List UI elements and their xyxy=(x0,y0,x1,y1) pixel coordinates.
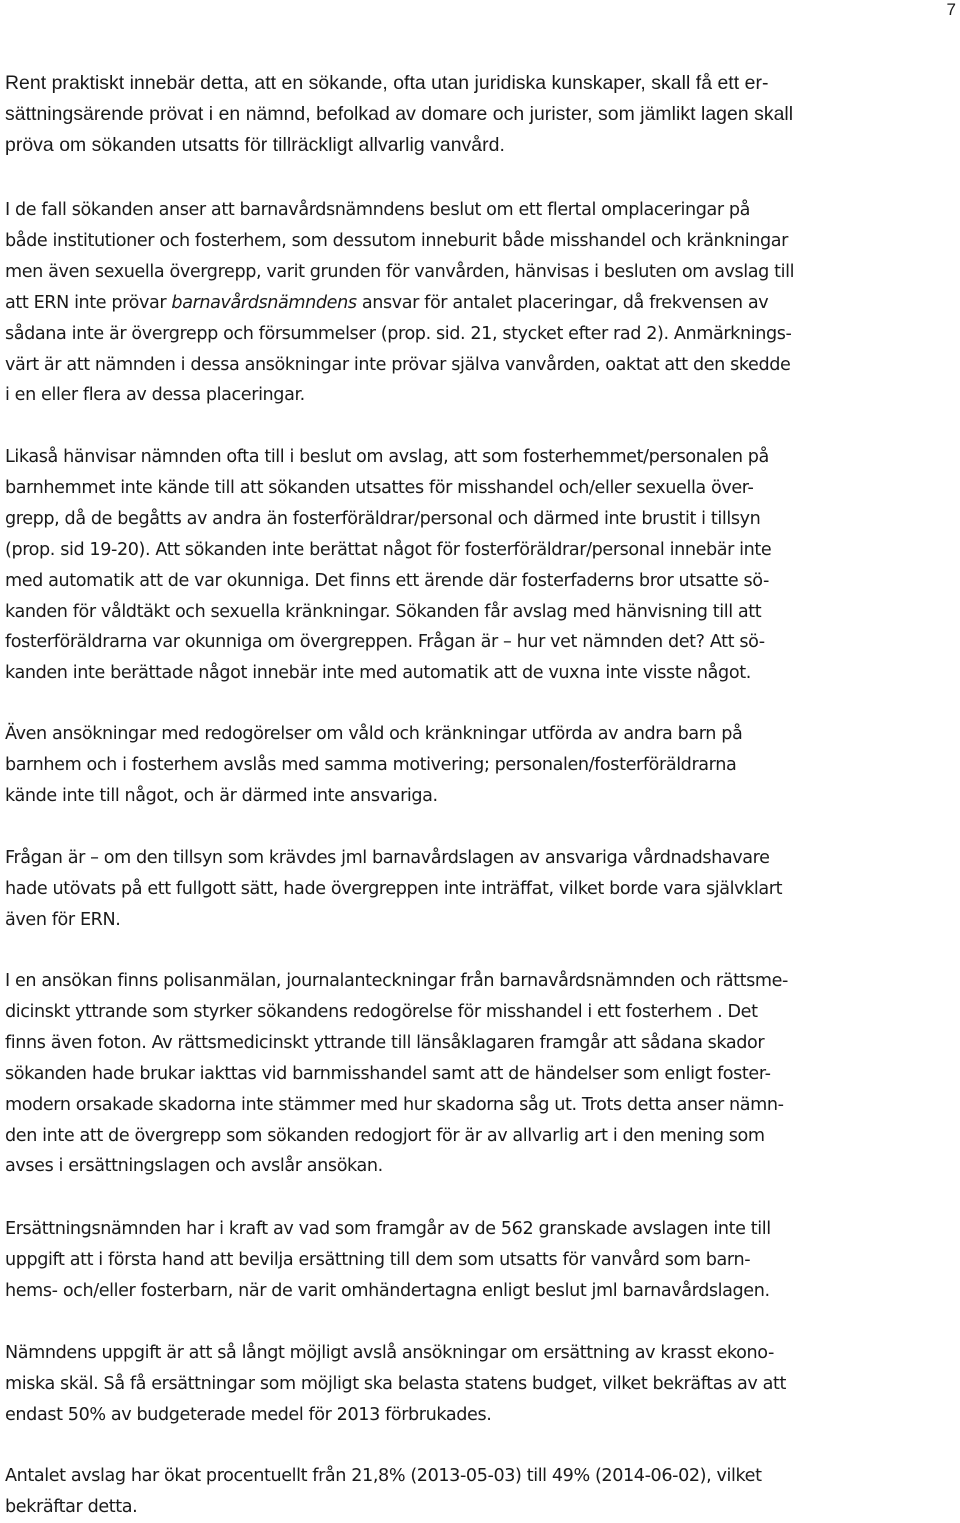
text-line: i en eller flera av dessa placeringar. xyxy=(5,385,305,406)
text-line: Även ansökningar med redogörelser om våld och kränkningar utförda av andra barn på xyxy=(5,724,743,744)
text-line: Nämndens uppgift är att så långt möjligt avslå ansökningar om ersättning av krasst ekono- xyxy=(5,1343,774,1363)
line-start: att ERN inte prövar xyxy=(5,292,172,313)
paragraph-1 xyxy=(5,68,793,160)
text-line: värt är att nämnden i dessa ansökningar inte prövar själva vanvården, oaktat att den skedde xyxy=(5,354,791,375)
text-line: I de fall sökanden anser att barnavårdsnämndens beslut om ett flertal omplaceringar på xyxy=(5,200,751,220)
text-line: med automatik att de var okunniga. Det finns ett ärende där fosterfaderns bror utsatte sö- xyxy=(5,570,769,591)
paragraph-6 xyxy=(5,966,788,1182)
text-line: avses i ersättningslagen och avslår ansökan. xyxy=(5,1156,383,1177)
text-line: kanden inte berättade något innebär inte med automatik att de vuxna inte visste något. xyxy=(5,663,751,684)
text-line: miska skäl. Så få ersättningar som möjligt ska belasta statens budget, vilket bekräftas av att xyxy=(5,1373,787,1394)
text-line: bekräftar detta. xyxy=(5,1496,138,1517)
emphasized-term: barnavårdsnämndens xyxy=(171,292,357,313)
text-line: hems- och/eller fosterbarn, när de varit omhändertagna enligt beslut jml barnavårdslagen. xyxy=(5,1280,770,1301)
text-line: finns även foton. Av rättsmedicinskt yttrande till länsåklagaren framgår att sådana skador xyxy=(5,1032,765,1053)
text-line: kände inte till något, och är därmed inte ansvariga. xyxy=(5,785,438,806)
text-line-with-emphasis xyxy=(5,288,794,319)
text-line: modern orsakade skadorna inte stämmer med hur skadorna såg ut. Trots detta anser nämn- xyxy=(5,1094,784,1115)
line-end: ansvar för antalet placeringar, då frekvensen av xyxy=(356,292,769,313)
text-line: sådana inte är övergrepp och försummelser (prop. sid. 21, stycket efter rad 2). Anmärknings- xyxy=(5,323,792,344)
text-line: fosterföräldrarna var okunniga om övergreppen. Frågan är – hur vet nämnden det? Att sö- xyxy=(5,632,765,653)
paragraph-4 xyxy=(5,719,742,812)
text-line: den inte att de övergrepp som sökanden redogjort för är av allvarlig art i den mening som xyxy=(5,1125,765,1146)
text-line: Frågan är – om den tillsyn som krävdes jml barnavårdslagen av ansvariga vårdnadshavare xyxy=(5,848,770,868)
text-line: endast 50% av budgeterade medel för 2013 förbrukades. xyxy=(5,1404,492,1425)
text-line: pröva om sökanden utsatts för tillräckligt allvarlig vanvård. xyxy=(5,133,505,156)
text-line: uppgift att i första hand att bevilja ersättning till dem som utsatts för vanvård som barn- xyxy=(5,1249,751,1270)
text-line: grepp, då de begåtts av andra än fosterföräldrar/personal och därmed inte brustit i tillsyn xyxy=(5,508,761,529)
text-line: Rent praktiskt innebär detta, att en sökande, ofta utan juridiska kunskaper, skall få ett er- xyxy=(5,72,769,94)
text-line: I en ansökan finns polisanmälan, journalanteckningar från barnavårdsnämnden och rättsme- xyxy=(5,971,788,991)
text-line: Ersättningsnämnden har i kraft av vad som framgår av de 562 granskade avslagen inte till xyxy=(5,1219,771,1239)
paragraph-9 xyxy=(5,1461,762,1523)
paragraph-2 xyxy=(5,195,794,411)
text-line: Likaså hänvisar nämnden ofta till i beslut om avslag, att som fosterhemmet/personalen på xyxy=(5,447,769,467)
paragraph-8 xyxy=(5,1338,786,1431)
text-line: (prop. sid 19-20). Att sökanden inte berättat något för fosterföräldrar/personal innebär inte xyxy=(5,539,772,560)
text-line: sättningsärende prövat i en nämnd, befolkad av domare och jurister, som jämlikt lagen skall xyxy=(5,102,794,125)
paragraph-5 xyxy=(5,843,782,936)
text-line: barnhemmet inte kände till att sökanden utsattes för misshandel och/eller sexuella över- xyxy=(5,477,754,498)
text-line: dicinskt yttrande som styrker sökandens redogörelse för misshandel i ett fosterhem . Det xyxy=(5,1001,758,1022)
text-line: även för ERN. xyxy=(5,909,121,930)
text-line: men även sexuella övergrepp, varit grunden för vanvården, hänvisas i besluten om avslag till xyxy=(5,261,795,282)
text-line: kanden för våldtäkt och sexuella kränkningar. Sökanden får avslag med hänvisning till att xyxy=(5,601,762,622)
text-line: Antalet avslag har ökat procentuellt från 21,8% (2013-05-03) till 49% (2014-06-02), vilket xyxy=(5,1466,762,1486)
text-line: hade utövats på ett fullgott sätt, hade övergreppen inte inträffat, vilket borde vara självklart xyxy=(5,878,783,899)
text-line: barnhem och i fosterhem avslås med samma motivering; personalen/fosterföräldrarna xyxy=(5,754,737,775)
paragraph-3 xyxy=(5,442,771,689)
text-line: både institutioner och fosterhem, som dessutom inneburit både misshandel och kränkningar xyxy=(5,230,788,251)
paragraph-7 xyxy=(5,1214,771,1307)
text-line: sökanden hade brukar iakttas vid barnmisshandel samt att de händelser som enligt foster- xyxy=(5,1063,771,1084)
page-number: 7 xyxy=(946,0,956,19)
